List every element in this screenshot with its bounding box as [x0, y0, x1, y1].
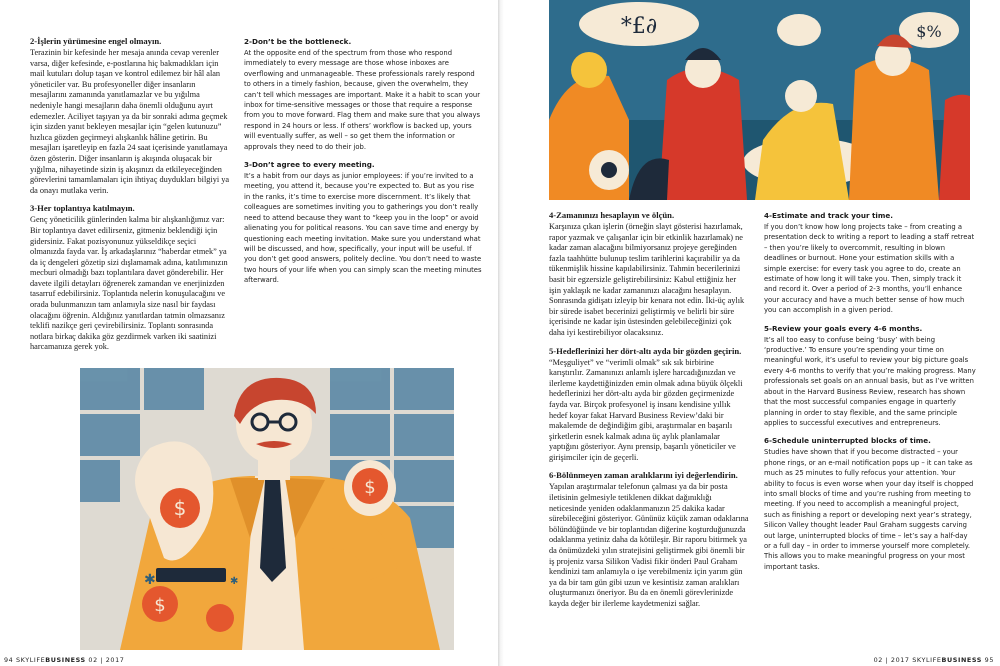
illustration-executive-coins	[80, 368, 454, 650]
right-column-turkish	[549, 210, 749, 650]
section-body: Karşınıza çıkan işlerin (örneğin slayt gösterisi hazırlamak, rapor yazmak ve çalışanlar için bir etkinlik hazırlamak) ne kadar zaman alacağını bilmiyorsanız projeye gereğinden fazla taahhütte bulunup teslim tarihlerini kaçırabilir ya da tükenmişlik hissine kapılabilirsiniz. Tahmin becerilerinizi basit bir egzersizle geliştirebilirsiniz: Kabul ettiğiniz her işin yaklaşık ne kadar zamanınızı alacağını hesaplayın. Sonrasında gidişatı izleyip bir kenara not edin. İki-üç aylık bir sürede isabet becerinizi geliştirmiş ve belirli bir süre içerisinde ne kadar işin üstesinden gelebileceğinizi çok daha iyi kestirebiliyor olacaksınız.	[549, 222, 745, 337]
page-number: 95	[984, 656, 994, 664]
team-illustration-svg	[549, 0, 970, 200]
svg-text:$: $	[364, 477, 376, 498]
brand-name-bold: BUSINESS	[45, 656, 86, 664]
brand-name: SKYLIFE	[15, 656, 46, 664]
svg-text:✱: ✱	[230, 576, 239, 587]
illustration-team-speech-bubbles	[549, 0, 970, 200]
brand-name: SKYLIFE	[912, 656, 942, 664]
left-column-english	[244, 36, 482, 366]
section-heading: 5-Hedeflerinizi her dört-altı ayda bir gözden geçirin.	[549, 345, 742, 356]
right-column-english	[764, 210, 976, 650]
executive-illustration-svg	[80, 368, 454, 650]
section-body: If you don’t know how long projects take – from creating a presentation deck to writing a report to leading a staff retreat – then you’re likely to overcommit, resulting in blown deadlines or burnout. Hone your estimation skills with a simple exercise: for every task you agree to do, create an estimate of how long it will take you. Then, simply track it and record it. Over a period of 2-3 months, you’ll enhance your accuracy and have a much better sense of how much you can accomplish in a given period.	[764, 223, 975, 315]
bubble-symbols-text: *£∂	[620, 14, 658, 39]
section-heading: 3-Her toplantıya katılmayın.	[30, 203, 135, 214]
bubble-symbols-text: $%	[916, 22, 942, 41]
section-heading: 3-Don’t agree to every meeting.	[244, 160, 375, 170]
issue-date: 02 | 2017	[88, 656, 125, 664]
section-body: Genç yöneticilik günlerinden kalma bir alışkanlığımız var: Bir toplantıya davet edilirseniz, gitmeniz beklendiği için gidersiniz. Fakat pozisyonunuz yükseldikçe seçici olmanızda fayda var. İş arkadaşlarınız “haberdar etmek” ya da iç dengeleri gözetip sizi dışlamamak adına, katılımınızın mecburi olmadığı bazı toplantılara davet gönderebilir. Her davete ilgili detayları öğrenerek zamandan ve enerjinizden tasarruf edebilirsiniz. Toplantıda nelerin konuşulacağını ve orada bulunmanızın tam anlamıyla size nasıl bir faydası olacağını öğrenin. Aldığınız yanıtlardan tatmin olmazsanız teklifi nazikçe geri çevirebilirsiniz. Toplantı sonrasında notlara birkaç dakika göz gezdirmek varken iki saatinizi harcamanıza gerek yok.	[30, 215, 228, 352]
svg-text:$: $	[154, 595, 166, 616]
left-column-turkish	[30, 36, 232, 366]
section-body: Studies have shown that if you become distracted – your phone rings, or an e-mail notification pops up – it can take as much as 25 minutes to fully refocus your attention. Your ability to focus is even worse when your day itself is chopped into small blocks of time and you’re rushing from meeting to meeting. If you need to accomplish a meaningful project, such as finishing a report or developing next year’s strategy, Silicon Valley thought leader Paul Graham suggests carving out large, uninterrupted blocks of time – let’s say a half-day or a full day – in order to immerse yourself more completely. This allows you to make meaningful progress on your most important tasks.	[764, 448, 974, 571]
section-body: “Meşguliyet” ve “verimli olmak” sık sık birbirine karıştırılır. Zamanınızı anlamlı işlere harcadığınızdan ve ilerleme kaydettiğinizden emin olmak adına büyük ölçekli hedeflerinizi her dört-altı ayda bir gözden geçirmenizde fayda var. Birçok profesyonel iş insanı kendisine yıllık hedef koyar fakat Harvard Business Review’daki bir makalemde de değindiğim gibi, araştırmalar en başarılı şirketlerin esnek kalmak adına üç aylık planlamalar yaptığını gösteriyor. Aynı prensip, başarılı yöneticiler ve girişimciler için de geçerli.	[549, 357, 743, 462]
section-body: Yapılan araştırmalar telefonun çalması ya da bir posta iletisinin gelmesiyle tetiklenen dikkat dağınıklığı neticesinde yeniden odaklanmanızın 25 dakika kadar sürebileceğini gösteriyor. Gününüz küçük zaman odaklarına bölündüğünde ve bir toplantıdan diğerine koşturduğunuzda odaklanma yetiniz daha da kötüleşir. Bir raporu bitirmek ya da önümüzdeki yılın stratejisini geliştirmek gibi önemli bir iş projeniz varsa Silikon Vadisi fikir önderi Paul Graham kendinizi tam anlamıyla o işe verebilmeniz için yarım gün ya da bir tam gün gibi uzun ve kesintisiz zaman aralıkları oluşturmanızı öneriyor. Bu da en önemli görevlerinizde kayda değer bir ilerleme kaydetmenizi sağlar.	[549, 482, 749, 608]
svg-text:✱: ✱	[144, 572, 156, 588]
section-heading: 6-Bölünmeyen zaman aralıklarını iyi değerlendirin.	[549, 470, 738, 481]
section-body: It’s all too easy to confuse being ‘busy’ with being ‘productive.’ To ensure you’re spending your time on meaningful work, it’s useful to review your big picture goals every 4-6 months to verify that you’re making progress. Many professionals set goals on an annual basis, but as I’ve written about in the Harvard Business Review, research has shown that the most successful companies engage in quarterly planning in order to stay flexible, and the same principle applies to successful executives and entrepreneurs.	[764, 335, 976, 427]
section-heading: 4-Estimate and track your time.	[764, 211, 893, 220]
section-heading: 2-Don’t be the bottleneck.	[244, 37, 352, 46]
page-gutter	[498, 0, 504, 666]
page-number: 94	[4, 656, 14, 664]
brand-name-bold: BUSINESS	[941, 656, 983, 664]
section-heading: 4-Zamanınızı hesaplayın ve ölçün.	[549, 210, 675, 220]
section-heading: 5-Review your goals every 4-6 months.	[764, 323, 923, 333]
section-heading: 6-Schedule uninterrupted blocks of time.	[764, 436, 931, 446]
footer-left	[4, 656, 124, 664]
issue-date: 02 | 2017	[873, 656, 910, 664]
footer-right	[874, 656, 994, 664]
section-body: At the opposite end of the spectrum from those who respond immediately to every message are those whose inboxes are overflowing and unmanageable. These professionals rarely respond to others in a timely fashion, because, given the overwhelm, they can’t tell which messages are important. Make it a habit to scan your inbox for time-sensitive messages or those that require a response from you to move forward. Flag them and make sure that you always respond in 24 hours or less. If others’ workflow is backed up, yours will eventually suffer, as well – so get them the information or approvals they need to do their job.	[244, 49, 481, 151]
section-heading: 2-İşlerin yürümesine engel olmayın.	[30, 36, 162, 46]
svg-text:$: $	[173, 496, 187, 520]
section-body: Terazinin bir kefesinde her mesaja anında cevap verenler varsa, diğer kefesinde, e-postlarına hiç bakmadıkları için mail kutuları dolup taşan ve kontrol edilemez bir hâl alan yöneticiler var. Bu profesyoneller diğer insanların mesajlarını zamanında yanıtlamazlar ve bu yığılma nedeniyle hangi mesajların daha önemli olduğunu ayırt edemezler. Aciliyet taşıyan ya da bir sonraki adıma geçmek için sizden yanıt bekleyen mesajlar için “gelen kutunuzu” hızlıca gözden geçirmeyi alışkanlık hâline getirin. Bu mesajları işaretleyip en fazla 24 saat içerisinde yanıtlamaya özen gösterin. Diğer insanların iş akışında oluşacak bir yığılma, nihayetinde sizin iş akışınızı da etkileyeceğinden görevlerini tamamlamaları için ihtiyaç duydukları bilgiyi ya da onayı mutlaka verin.	[30, 48, 230, 195]
section-body: It’s a habit from our days as junior employees: if you’re invited to a meeting, you attend it, because you’re expected to. But as you rise in the ranks, it’s time to exercise more discernment. It’s likely that colleagues are sometimes inviting you to gatherings you don’t really need to attend because they want to “keep you in the loop” or avoid alienating you for political reasons. You can save time and energy by questioning each meeting invitation. Make sure you understand what will be discussed, and how, specifically, your input will be useful. If you don’t get good answers, politely decline. You don’t need to waste two hours of your life when you can simply scan the meeting minutes afterward.	[244, 172, 482, 285]
